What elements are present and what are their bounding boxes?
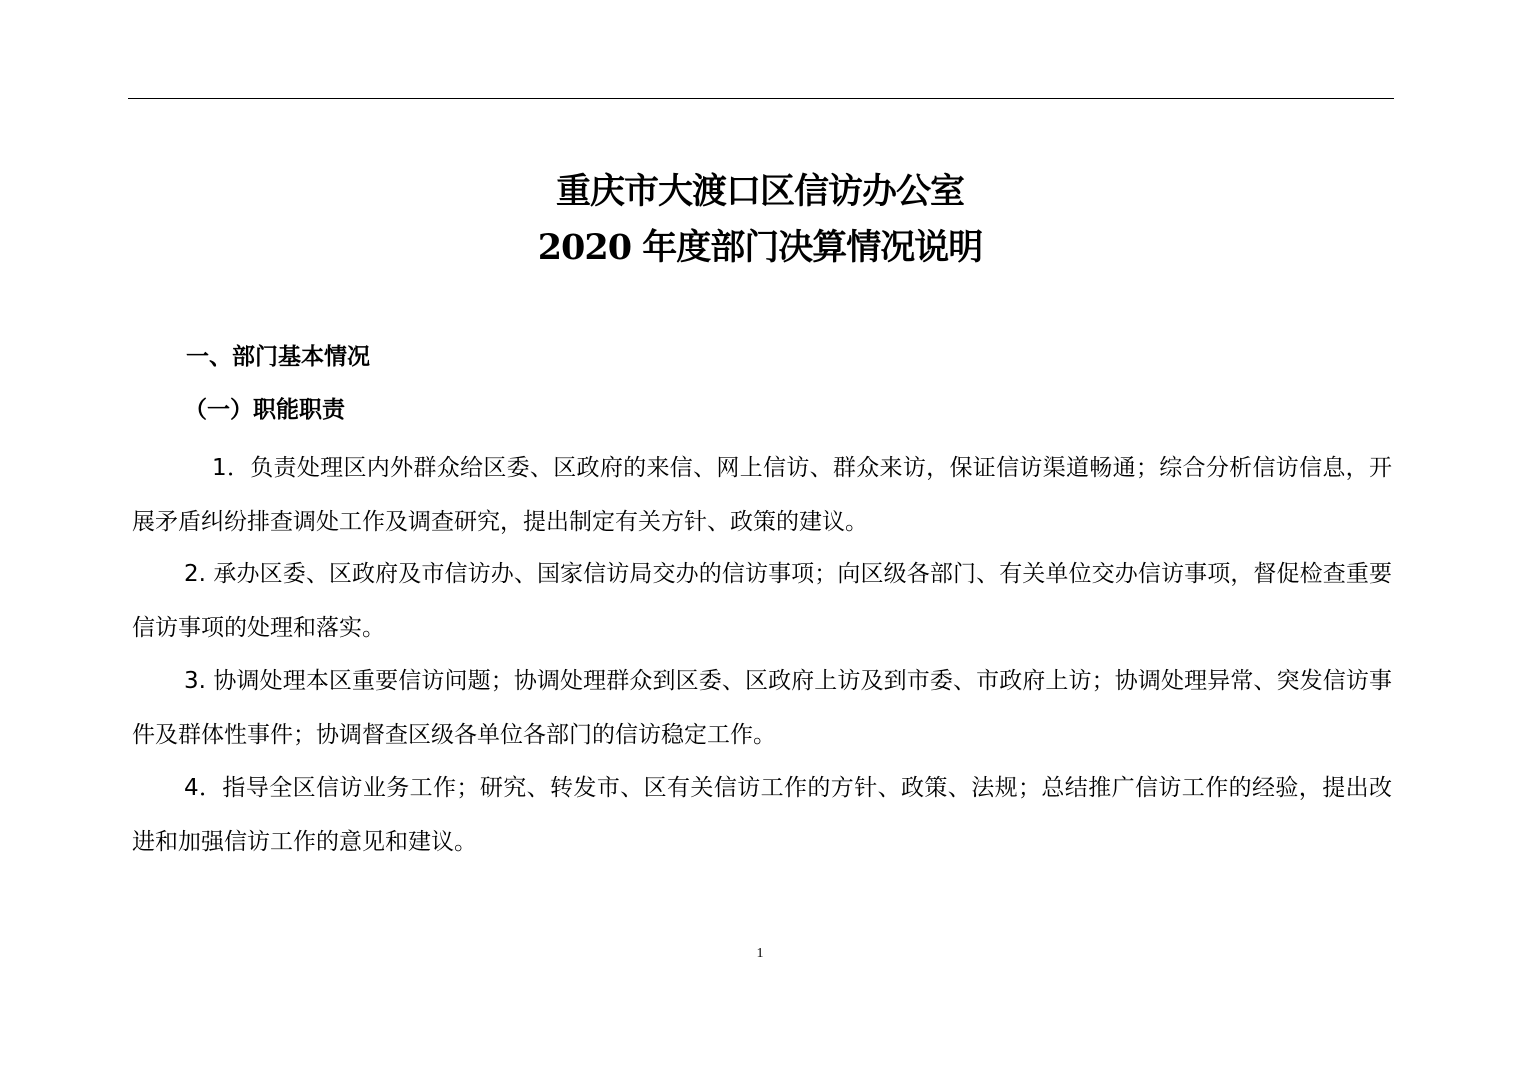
page-number: 1 <box>756 946 764 961</box>
paragraph-4: 4．指导全区信访业务工作；研究、转发市、区有关信访工作的方针、政策、法规；总结推广信访工作的经验，提出改进和加强信访工作的意见和建议。 <box>132 775 1392 855</box>
header-rule <box>128 98 1394 99</box>
document-title-line2: 2020 年度部门决算情况说明 <box>537 227 983 268</box>
paragraph-1: 1．负责处理区内外群众给区委、区政府的来信、网上信访、群众来访，保证信访渠道畅通；综合分析信访信息，开展矛盾纠纷排查调处工作及调查研究，提出制定有关方针、政策的建议。 <box>132 455 1392 535</box>
subsection-heading: （一）职能职责 <box>184 397 345 423</box>
section-heading: 一、部门基本情况 <box>186 344 370 370</box>
document-title-line1: 重庆市大渡口区信访办公室 <box>555 171 964 212</box>
paragraph-2: 2. 承办区委、区政府及市信访办、国家信访局交办的信访事项；向区级各部门、有关单位交办信访事项，督促检查重要信访事项的处理和落实。 <box>132 561 1392 641</box>
paragraph-3: 3. 协调处理本区重要信访问题；协调处理群众到区委、区政府上访及到市委、市政府上访；协调处理异常、突发信访事件及群体性事件；协调督查区级各单位各部门的信访稳定工作。 <box>132 668 1392 748</box>
